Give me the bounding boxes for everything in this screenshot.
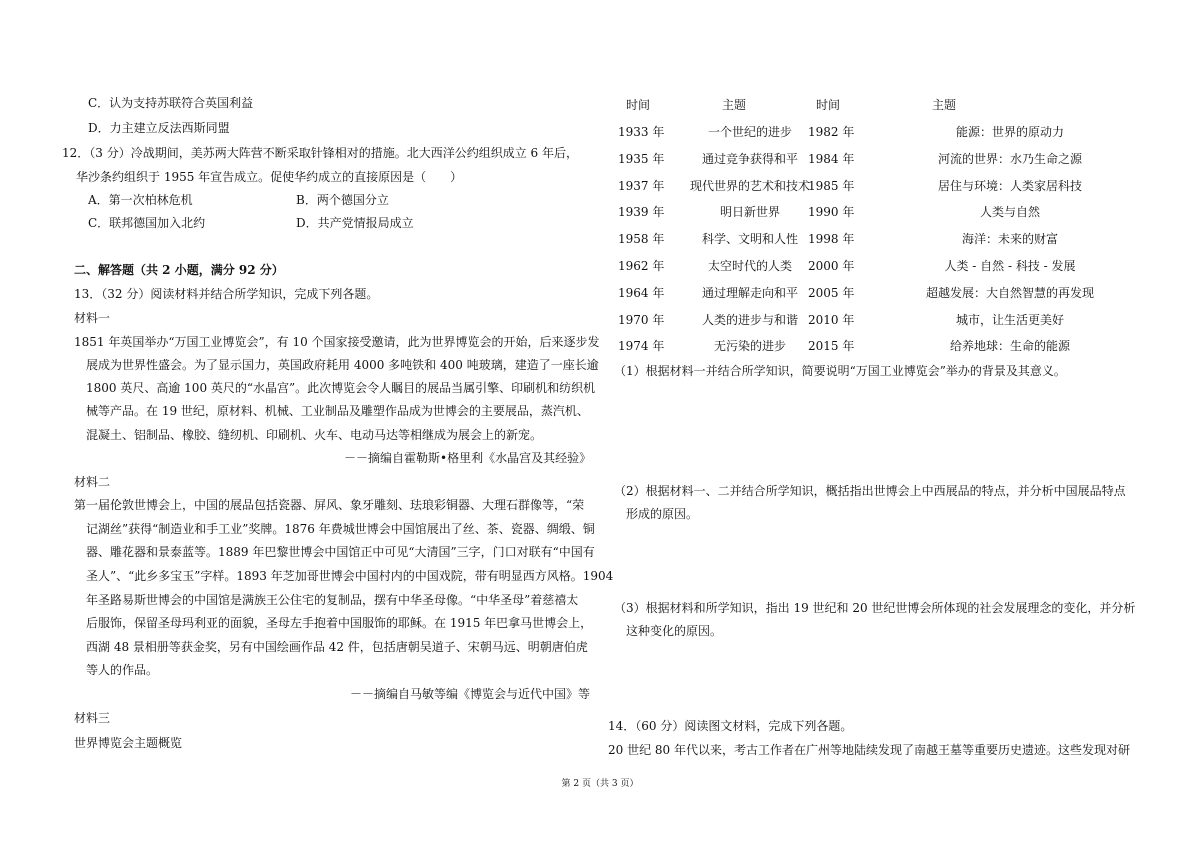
q12-option-a: A．第一次柏林危机 (88, 193, 193, 207)
table-cell-year: 1984 年 (808, 152, 855, 166)
q13-sub3-line2: 这种变化的原因。 (626, 624, 723, 638)
q12-stem-line2: 华沙条约组织于 1955 年宣告成立。促使华约成立的直接原因是（ ） (76, 170, 463, 184)
table-cell-year: 1985 年 (808, 179, 855, 193)
table-header: 时间 (626, 98, 651, 112)
table-cell-year: 1998 年 (808, 232, 855, 246)
table-cell-theme: 河流的世界：水乃生命之源 (937, 152, 1082, 166)
table-cell-year: 1982 年 (808, 125, 855, 139)
material3-subtitle: 世界博览会主题概览 (74, 736, 183, 750)
material1-line: 展成为世界性盛会。为了显示国力，英国政府耗用 4000 多吨铁和 400 吨玻璃，建造了一座长逾 (86, 358, 599, 372)
material1-line: 械等产品。在 19 世纪，原材料、机械、工业制品及雕塑作品成为世博会的主要展品，蒸汽机、 (86, 404, 589, 418)
section2-title: 二、解答题（共 2 小题，满分 92 分） (74, 263, 284, 277)
material2-line: 后服饰，保留圣母玛利亚的面貌，圣母左手抱着中国服饰的耶稣。在 1915 年巴拿马世博会上， (86, 616, 593, 630)
q12-option-b: B．两个德国分立 (296, 193, 389, 207)
material3-title: 材料三 (74, 711, 111, 725)
material2-line: 第一届伦敦世博会上，中国的展品包括瓷器、屏风、象牙雕刻、珐琅彩铜器、大理石群像等，“荣 (74, 498, 585, 512)
material2-line: 圣人”、“此乡多宝玉”字样。1893 年芝加哥世博会中国村内的中国戏院，带有明显西方风格。1904 (86, 569, 614, 583)
table-header: 主题 (932, 98, 957, 112)
table-cell-theme: 太空时代的人类 (707, 259, 792, 273)
table-cell-theme: 居住与环境：人类家居科技 (937, 179, 1082, 193)
table-cell-year: 2005 年 (808, 286, 855, 300)
table-cell-year: 2015 年 (808, 339, 855, 353)
table-cell-year: 2010 年 (808, 313, 855, 327)
table-cell-year: 1939 年 (618, 205, 665, 219)
table-cell-year: 1964 年 (618, 286, 665, 300)
table-cell-theme: 海洋：未来的财富 (961, 232, 1058, 246)
q11-option-d: D．力主建立反法西斯同盟 (88, 121, 230, 135)
q14-line1: 20 世纪 80 年代以来，考古工作者在广州等地陆续发现了南越王墓等重要历史遗迹。这些发现对研 (608, 743, 1130, 757)
table-cell-year: 1933 年 (618, 125, 665, 139)
q13-sub2-line1: （2）根据材料一、二并结合所学知识，概括指出世博会上中西展品的特点，并分析中国展品特点 (614, 484, 1126, 498)
material2-title: 材料二 (74, 475, 111, 489)
material1-source: －－摘编自霍勒斯•格里利《水晶宫及其经验》 (344, 451, 592, 465)
material2-line: 年圣路易斯世博会的中国馆是满族王公住宅的复制品，摆有中华圣母像。“中华圣母”着慈禧太 (86, 593, 579, 607)
table-cell-theme: 明日新世界 (719, 205, 780, 219)
q13-sub2-line2: 形成的原因。 (626, 507, 699, 521)
table-cell-year: 1958 年 (618, 232, 665, 246)
table-cell-year: 1962 年 (618, 259, 665, 273)
table-cell-year: 1935 年 (618, 152, 665, 166)
q13-sub1: （1）根据材料一并结合所学知识，简要说明“万国工业博览会”举办的背景及其意义。 (614, 364, 1066, 378)
table-cell-theme: 人类 - 自然 - 科技 - 发展 (944, 259, 1076, 273)
q12-option-c: C．联邦德国加入北约 (88, 216, 206, 230)
q11-option-c: C．认为支持苏联符合英国利益 (88, 96, 254, 110)
table-cell-theme: 科学、文明和人性 (701, 232, 798, 246)
material2-line: 西湖 48 景相册等获金奖，另有中国绘画作品 42 件，包括唐朝吴道子、宋朝马远、明朝唐伯虎 (86, 640, 588, 654)
material1-line: 混凝土、铝制品、橡胶、缝纫机、印刷机、火车、电动马达等相继成为展会上的新宠。 (86, 428, 543, 442)
table-cell-theme: 给养地球：生命的能源 (949, 339, 1070, 353)
material2-source: －－摘编自马敏等编《博览会与近代中国》等 (350, 687, 591, 701)
table-cell-year: 1970 年 (618, 313, 665, 327)
q13-sub3-line1: （3）根据材料和所学知识，指出 19 世纪和 20 世纪世博会所体现的社会发展理念的变化，并分析 (614, 601, 1136, 615)
table-cell-year: 1990 年 (808, 205, 855, 219)
table-cell-theme: 人类的进步与和谐 (701, 313, 798, 327)
q12-option-d: D．共产党情报局成立 (296, 216, 414, 230)
table-cell-year: 1937 年 (618, 179, 665, 193)
material2-line: 记湖丝”获得“制造业和手工业”奖牌。1876 年费城世博会中国馆展出了丝、茶、瓷器、绸缎、铜 (86, 522, 595, 536)
table-cell-theme: 超越发展：大自然智慧的再发现 (925, 286, 1094, 300)
material1-line: 1800 英尺、高逾 100 英尺的“水晶宫”。此次博览会令人瞩目的展品当属引擎、印刷机和纺织机 (86, 381, 596, 395)
q14-intro: 14．（60 分）阅读图文材料，完成下列各题。 (608, 719, 853, 733)
table-cell-theme: 一个世纪的进步 (707, 125, 792, 139)
table-cell-theme: 通过竞争获得和平 (701, 152, 798, 166)
material1-title: 材料一 (74, 311, 111, 325)
page-footer: 第 2 页（共 3 页） (561, 779, 639, 789)
table-header: 时间 (816, 98, 841, 112)
table-cell-theme: 现代世界的艺术和技术 (689, 179, 810, 193)
table-cell-theme: 能源：世界的原动力 (955, 125, 1064, 139)
table-cell-theme: 无污染的进步 (713, 339, 786, 353)
table-cell-year: 2000 年 (808, 259, 855, 273)
material2-line: 器、雕花器和景泰蓝等。1889 年巴黎世博会中国馆正中可见“大清国”三字，门口对联有“中国有 (86, 545, 595, 559)
table-cell-theme: 城市，让生活更美好 (955, 313, 1064, 327)
table-cell-year: 1974 年 (618, 339, 665, 353)
q12-stem-line1: 12．（3 分）冷战期间，美苏两大阵营不断采取针锋相对的措施。北大西洋公约组织成立 6 年后， (62, 146, 578, 160)
material2-line: 等人的作品。 (86, 663, 159, 677)
table-cell-theme: 人类与自然 (979, 205, 1040, 219)
q13-intro: 13．（32 分）阅读材料并结合所学知识，完成下列各题。 (74, 287, 379, 301)
table-cell-theme: 通过理解走向和平 (701, 286, 798, 300)
table-header: 主题 (722, 98, 747, 112)
material1-line: 1851 年英国举办“万国工业博览会”，有 10 个国家接受邀请，此为世界博览会的开始，后来逐步发 (74, 335, 600, 349)
